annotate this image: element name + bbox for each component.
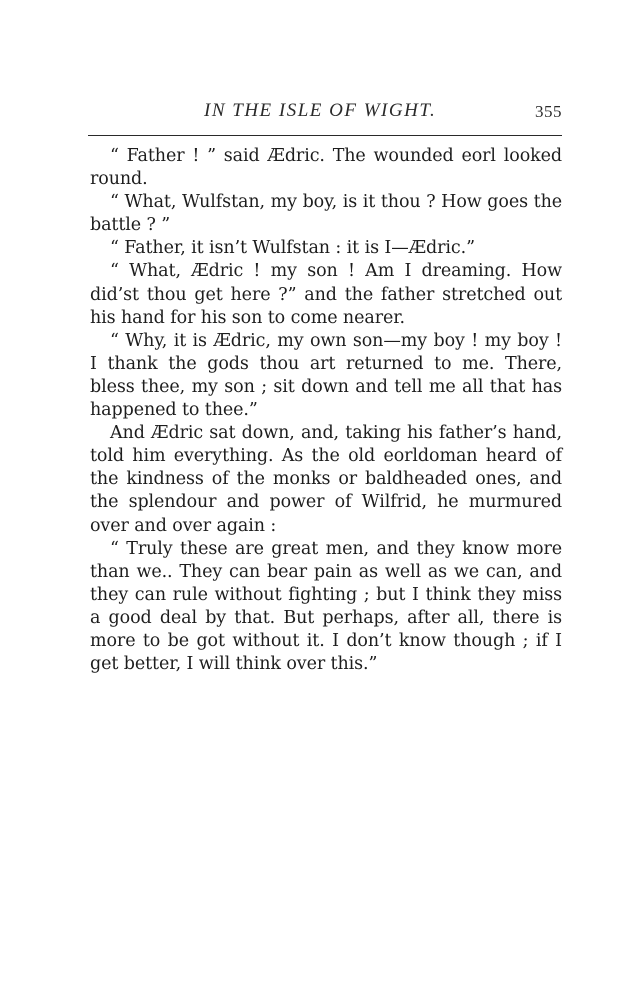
paragraph: “ Why, it is Ædric, my own son—my boy ! my boy ! I thank the gods thou art returned to me. There, bless thee, my son ; sit down and tell me all that has happened to thee.”: [90, 330, 562, 421]
paragraph: “ What, Wulfstan, my boy, is it thou ? How goes the battle ? ”: [90, 192, 562, 236]
paragraph: “ What, Ædric ! my son ! Am I dreaming. How did’st thou get here ?” and the father stretched out his hand for his son to come nearer.: [90, 261, 562, 328]
body-text: [90, 145, 562, 676]
paragraph: And Ædric sat down, and, taking his father’s hand, told him everything. As the old eorldoman heard of the kindness of the monks or baldheaded ones, and the splendour and power of Wilfrid, he murmured over and over again :: [90, 423, 562, 536]
page-number: 355: [535, 102, 562, 121]
header-rule: [88, 135, 562, 136]
running-header: [88, 100, 562, 130]
paragraph: “ Father, it isn’t Wulfstan : it is I—Ædric.”: [110, 238, 475, 259]
paragraph: “ Truly these are great men, and they know more than we.. They can bear pain as well as we can, and they can rule without fighting ; but I think they miss a good deal by that. But perhaps, after all, there is more to be got without it. I don’t know though ; if I get better, I will think over this.”: [90, 538, 562, 675]
paragraph: “ Father ! ” said Ædric. The wounded eorl looked round.: [90, 146, 562, 190]
running-title: IN THE ISLE OF WIGHT.: [204, 100, 437, 121]
